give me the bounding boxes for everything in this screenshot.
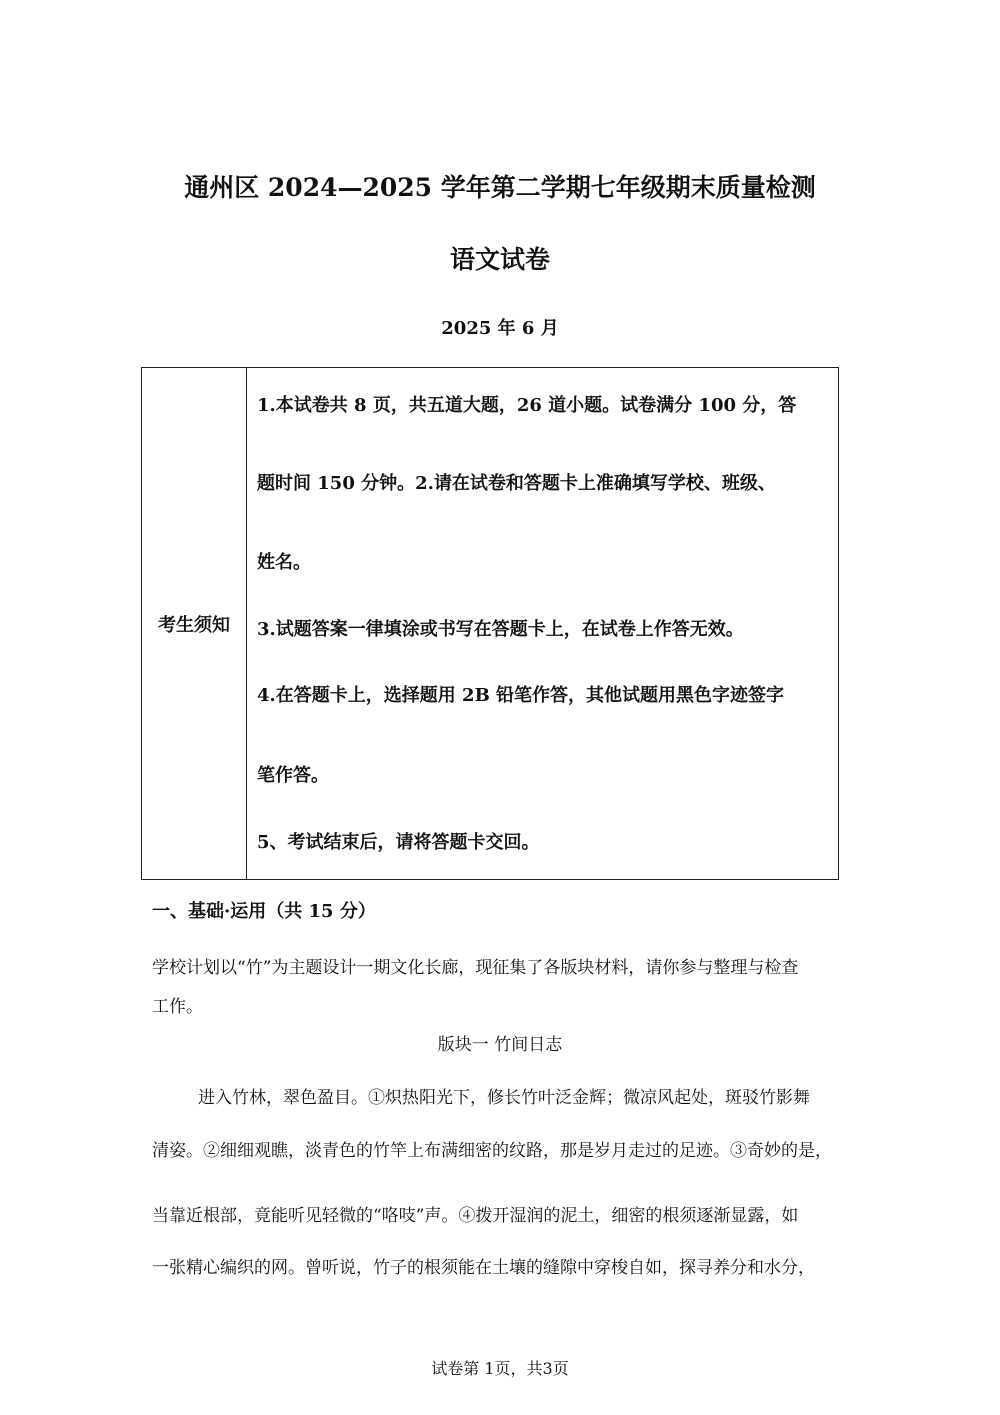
passage-line: 清姿。②细细观瞧，淡青色的竹竿上布满细密的纹路，那是岁月走过的足迹。③奇妙的是， (152, 1141, 832, 1161)
exam-date: 2025 年 6 月 (441, 318, 559, 339)
exam-subtitle: 语文试卷 (449, 245, 550, 274)
notice-line: 5、考试结束后，请将答题卡交回。 (257, 832, 540, 853)
notice-line: 3.试题答案一律填涂或书写在答题卡上，在试卷上作答无效。 (257, 619, 744, 640)
exam-title: 通州区 2024—2025 学年第二学期七年级期末质量检测 (184, 173, 816, 202)
passage-line: 当靠近根部，竟能听见轻微的“咯吱”声。④拨开湿润的泥土，细密的根须逐渐显露，如 (152, 1206, 799, 1226)
intro-text: 工作。 (152, 997, 203, 1017)
exam-notice-table (141, 367, 839, 880)
passage-line: 一张精心编织的网。曾听说，竹子的根须能在土壤的缝隙中穿梭自如，探寻养分和水分， (152, 1258, 815, 1278)
block-title: 版块一 竹间日志 (437, 1035, 563, 1055)
notice-line: 4.在答题卡上，选择题用 2B 铅笔作答，其他试题用黑色字迹签字 (257, 685, 785, 706)
notice-line: 1.本试卷共 8 页，共五道大题，26 道小题。试卷满分 100 分，答 (257, 395, 797, 416)
notice-line: 题时间 150 分钟。2.请在试卷和答题卡上准确填写学校、班级、 (257, 473, 776, 494)
section-heading: 一、基础·运用（共 15 分） (152, 901, 376, 922)
notice-line: 姓名。 (257, 552, 311, 573)
notice-line: 笔作答。 (257, 765, 329, 786)
intro-text: 学校计划以“竹”为主题设计一期文化长廊，现征集了各版块材料，请你参与整理与检查 (152, 958, 799, 978)
notice-content (247, 368, 838, 879)
notice-label: 考生须知 (142, 368, 247, 879)
passage-line: 进入竹林，翠色盈目。①炽热阳光下，修长竹叶泛金辉；微凉风起处，斑驳竹影舞 (198, 1088, 810, 1108)
page-footer: 试卷第 1页，共3页 (431, 1359, 569, 1378)
